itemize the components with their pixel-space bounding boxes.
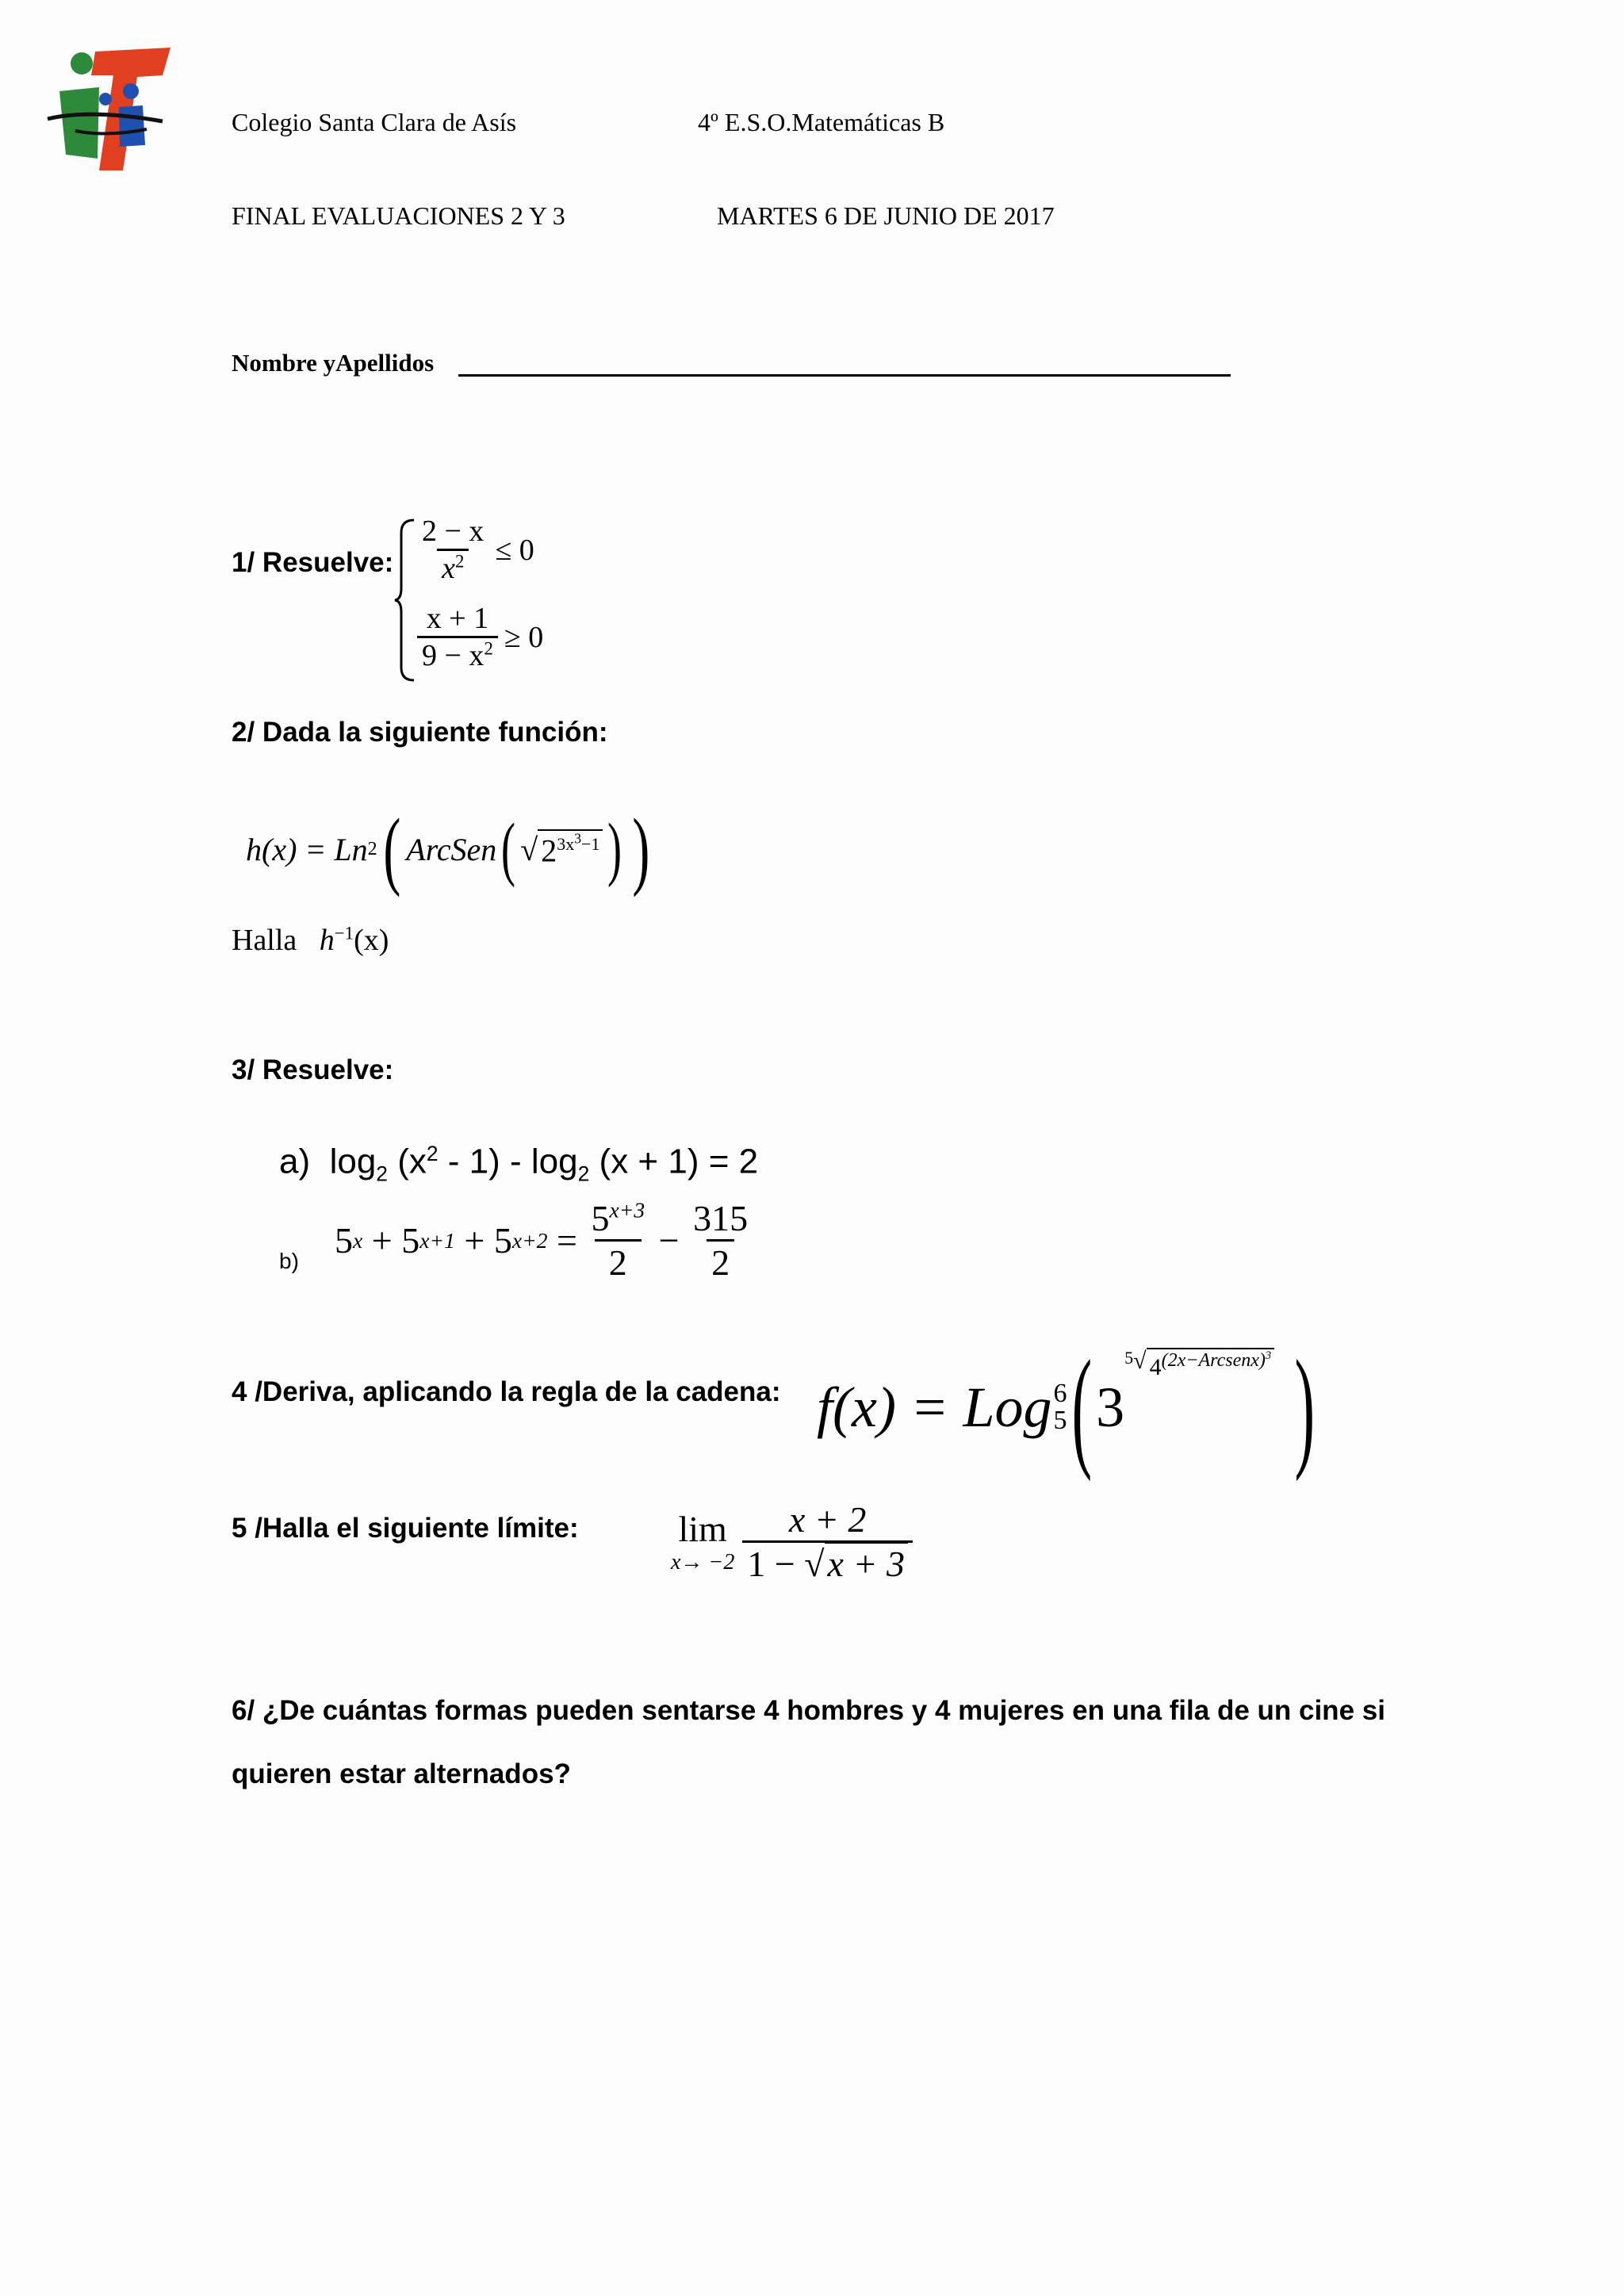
ineq2-rel: ≥ 0 (504, 620, 544, 654)
halla-text: Halla (232, 924, 297, 957)
b-label: b) (279, 1249, 299, 1273)
q6-line1: 6/ ¿De cuántas formas pueden sentarse 4 hombres y 4 mujeres en una fila de un cine si (232, 1695, 1385, 1726)
a-arg1-exp: 2 (426, 1142, 439, 1165)
q4-lhs: f(x) = Log (817, 1375, 1052, 1439)
school-logo (44, 44, 178, 178)
ineq2-den-base: 9 − x (422, 639, 485, 672)
ineq1-den-base: x (442, 552, 455, 585)
ineq1-den-exp: 2 (454, 551, 465, 572)
b-t1-exp: x (353, 1227, 363, 1253)
q5-lim: lim (678, 1509, 727, 1549)
a-base1: 2 (376, 1161, 388, 1186)
func-exp: 2 (367, 838, 377, 859)
func-pow-exp: 3 (574, 830, 582, 847)
inverse-arg: (x) (354, 924, 389, 957)
q4-base: 3 (1096, 1375, 1125, 1439)
b-f2-den: 2 (707, 1239, 734, 1284)
name-label: Nombre yApellidos (232, 349, 435, 377)
q2-label: 2/ Dada la siguiente función: (232, 717, 608, 748)
q5-den-pre: 1 − (747, 1544, 795, 1584)
course-name: 4º E.S.O.Matemáticas B (698, 108, 945, 136)
name-field-line[interactable] (458, 374, 1231, 377)
q6-line2: quieren estar alternados? (232, 1758, 571, 1789)
left-brace (393, 517, 417, 683)
q4-log-sub: 5 (1053, 1406, 1067, 1435)
a-base2: 2 (577, 1161, 590, 1186)
ineq2-den-exp: 2 (484, 638, 493, 659)
b-t3-base: 5 (493, 1220, 512, 1261)
q5-lim-sub: x→ −2 (671, 1550, 735, 1575)
b-t2-base: 5 (401, 1220, 420, 1261)
b-t2-exp: x+1 (419, 1227, 455, 1253)
school-name: Colegio Santa Clara de Asís (232, 108, 517, 136)
inverse-fn: h (319, 924, 335, 957)
a-arg1-pre: (x (397, 1142, 427, 1181)
exam-date: MARTES 6 DE JUNIO DE 2017 (717, 201, 1055, 230)
q5-label: 5 /Halla el siguiente límite: (232, 1513, 579, 1544)
b-f1-num-exp: x+3 (609, 1197, 645, 1223)
q3-label: 3/ Resuelve: (232, 1054, 394, 1085)
equation-a (279, 1142, 758, 1186)
func-pow: 3x (557, 834, 575, 854)
a-log2: log (530, 1142, 578, 1181)
ineq1-num: 2 − x (422, 515, 485, 548)
ineq2-num: x + 1 (426, 602, 489, 635)
q5-num: x + 2 (788, 1499, 867, 1540)
limit-expression: lim x→ −2 $\frac{x + 2}{1 - √x + 3}$ (671, 1498, 913, 1585)
inequality-2 (417, 601, 543, 673)
a-arg2: (x + 1) = 2 (599, 1142, 759, 1181)
func-pow-tail: −1 (581, 834, 600, 854)
q1-label: 1/ Resuelve: (232, 547, 394, 578)
func-arc: ArcSen (406, 831, 497, 867)
a-log1: log (329, 1142, 377, 1181)
q4-root-index: 5 (1124, 1348, 1134, 1368)
b-f1-num-base: 5 (591, 1198, 610, 1238)
q4-radicand: 4 (1149, 1354, 1162, 1380)
ineq1-rel: ≤ 0 (495, 533, 534, 567)
func-lhs: h(x) = Ln (246, 831, 368, 867)
q4-label: 4 /Deriva, aplicando la regla de la cadena: (232, 1376, 781, 1407)
func-base: 2 (541, 832, 557, 869)
a-arg1-post: - 1) - (447, 1142, 531, 1181)
function-h: h(x) = Ln 2 ( ArcSen ( √ $2^{3x^3-1}$ ) ) (246, 801, 650, 897)
b-f2-num: 315 (693, 1198, 749, 1238)
b-f1-den: 2 (595, 1239, 642, 1284)
q5-den-rad: x + 3 (825, 1542, 908, 1584)
q4-radicand-exp: (2x−Arcsenx) (1161, 1350, 1266, 1371)
function-f: f(x) = Log 6 5 ( 3 5 √ $4^{(2x-Arcsenx)^3}$ ) (817, 1333, 1316, 1482)
exam-title: FINAL EVALUACIONES 2 Y 3 (232, 201, 565, 230)
q4-radicand-exp-pow: 3 (1265, 1349, 1272, 1362)
q4-log-sup: 6 (1053, 1379, 1067, 1408)
inequality-1 (417, 514, 534, 586)
equation-b: 5 x + 5 x+1 + 5 x+2 = $\frac{5^{x+3}}{2}$ − $\frac{315}{2}$ (335, 1197, 753, 1284)
b-t3-exp: x+2 (511, 1227, 548, 1253)
b-t1-base: 5 (335, 1220, 353, 1261)
inverse-exp: −1 (334, 923, 354, 943)
a-label: a) (279, 1142, 311, 1181)
halla-inverse (232, 923, 389, 958)
